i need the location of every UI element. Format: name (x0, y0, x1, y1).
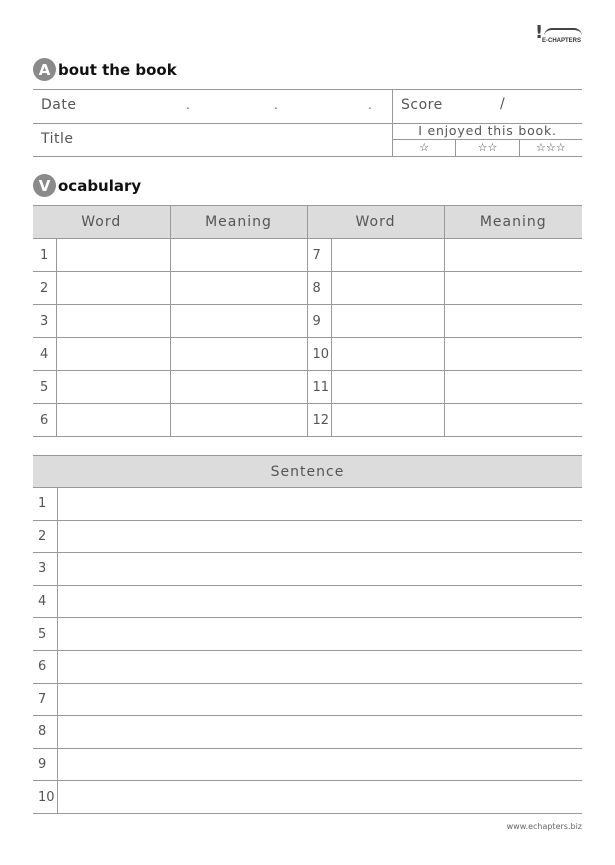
rating-three-stars[interactable]: ☆☆☆ (519, 140, 582, 157)
meaning-cell[interactable] (170, 305, 307, 338)
about-box (33, 89, 582, 157)
row-number: 8 (33, 716, 57, 749)
meaning-cell[interactable] (444, 338, 582, 371)
meaning-cell[interactable] (170, 338, 307, 371)
vocabulary-heading-letter: V (33, 174, 56, 197)
row-number: 9 (308, 305, 332, 337)
sentence-cell[interactable] (57, 488, 582, 521)
rating-options (393, 139, 582, 157)
vocabulary-rows (33, 239, 582, 437)
about-heading-text: bout the book (58, 60, 177, 79)
word-cell[interactable] (57, 272, 170, 304)
rating-one-star[interactable]: ☆ (419, 141, 430, 154)
sentence-row (33, 781, 582, 814)
sentence-row (33, 650, 582, 683)
footer-url: www.echapters.biz (506, 822, 582, 831)
meaning-cell[interactable] (170, 272, 307, 305)
vocabulary-heading (33, 174, 141, 197)
row-number: 10 (308, 338, 332, 370)
row-number: 12 (308, 404, 332, 436)
row-number: 7 (33, 683, 57, 716)
word-cell[interactable] (332, 338, 444, 370)
word-cell[interactable] (332, 305, 444, 337)
column-header-word: Word (33, 206, 170, 239)
vocabulary-row (33, 239, 582, 272)
sentence-row (33, 748, 582, 781)
meaning-cell[interactable] (444, 371, 582, 404)
vocabulary-row (33, 305, 582, 338)
sentence-cell[interactable] (57, 781, 582, 814)
word-cell[interactable] (57, 305, 170, 337)
vocabulary-row (33, 371, 582, 404)
word-cell[interactable] (57, 239, 170, 271)
column-header-word: Word (307, 206, 444, 239)
row-number: 4 (33, 585, 57, 618)
word-cell[interactable] (332, 239, 444, 271)
row-number: 5 (33, 618, 57, 651)
date-label: Date (41, 97, 77, 113)
score-label: Score (401, 97, 443, 113)
row-number: 10 (33, 781, 57, 814)
sentence-cell[interactable] (57, 650, 582, 683)
sentence-rows (33, 488, 582, 814)
sentence-table (33, 455, 582, 814)
row-number: 7 (308, 239, 332, 271)
meaning-cell[interactable] (444, 305, 582, 338)
row-number: 4 (33, 338, 57, 370)
date-separator: . (368, 98, 372, 112)
sentence-cell[interactable] (57, 618, 582, 651)
logo-text: E-CHAPTERS (542, 38, 582, 44)
rating-two-stars[interactable]: ☆☆ (455, 140, 518, 157)
echapters-logo (534, 24, 584, 46)
column-header-meaning: Meaning (444, 206, 582, 239)
row-number: 3 (33, 553, 57, 586)
row-number: 1 (33, 239, 57, 271)
sentence-cell[interactable] (57, 553, 582, 586)
sentence-row (33, 683, 582, 716)
row-number: 8 (308, 272, 332, 304)
meaning-cell[interactable] (444, 272, 582, 305)
row-number: 1 (33, 488, 57, 521)
sentence-row (33, 585, 582, 618)
date-separator: . (186, 98, 190, 112)
word-cell[interactable] (332, 272, 444, 304)
meaning-cell[interactable] (170, 239, 307, 272)
sentence-cell[interactable] (57, 585, 582, 618)
sentence-row (33, 618, 582, 651)
row-number: 9 (33, 748, 57, 781)
vocabulary-row (33, 404, 582, 437)
row-number: 5 (33, 371, 57, 403)
row-number: 6 (33, 650, 57, 683)
sentence-row (33, 488, 582, 521)
exclamation-icon: ! (535, 22, 544, 43)
vocabulary-row (33, 338, 582, 371)
column-header-sentence: Sentence (33, 456, 582, 488)
vocabulary-heading-text: ocabulary (58, 176, 142, 195)
row-number: 11 (308, 371, 332, 403)
sentence-cell[interactable] (57, 683, 582, 716)
meaning-cell[interactable] (444, 404, 582, 437)
word-cell[interactable] (57, 371, 170, 403)
sentence-cell[interactable] (57, 520, 582, 553)
row-number: 3 (33, 305, 57, 337)
sentence-row (33, 520, 582, 553)
word-cell[interactable] (332, 371, 444, 403)
sentence-cell[interactable] (57, 748, 582, 781)
word-cell[interactable] (57, 338, 170, 370)
meaning-cell[interactable] (170, 404, 307, 437)
word-cell[interactable] (332, 404, 444, 436)
vocabulary-table (33, 205, 582, 437)
about-heading-letter: A (33, 58, 56, 81)
meaning-cell[interactable] (170, 371, 307, 404)
sentence-row (33, 716, 582, 749)
sentence-cell[interactable] (57, 716, 582, 749)
about-heading (33, 58, 177, 81)
row-number: 6 (33, 404, 57, 436)
row-number: 2 (33, 272, 57, 304)
date-separator: . (274, 98, 278, 112)
column-header-meaning: Meaning (170, 206, 307, 239)
score-separator: / (500, 96, 505, 112)
title-label: Title (41, 131, 74, 147)
meaning-cell[interactable] (444, 239, 582, 272)
row-number: 2 (33, 520, 57, 553)
vocabulary-row (33, 272, 582, 305)
enjoy-label: I enjoyed this book. (418, 123, 557, 138)
word-cell[interactable] (57, 404, 170, 436)
sentence-row (33, 553, 582, 586)
